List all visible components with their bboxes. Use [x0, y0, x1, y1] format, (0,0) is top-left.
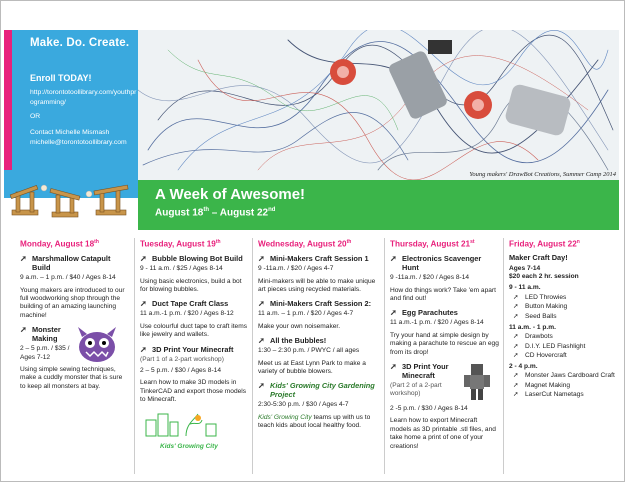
friday-ages: Ages 7-14 [509, 264, 541, 272]
minecraft-figure-icon [462, 362, 492, 402]
event-title: ➚ Mini-Makers Craft Session 1 [258, 254, 369, 264]
arrow-icon: ➚ [140, 254, 147, 264]
event-desc: Use colourful duct tape to craft items like jewelry and wallets. [140, 322, 248, 339]
arrow-icon: ➚ [513, 391, 519, 399]
event-meta: 9 -11a.m. / $20 / Ages 4-7 [258, 265, 334, 273]
event-title: ➚ Marshmallow Catapult Build [20, 254, 111, 273]
drawbot-photo [138, 30, 619, 180]
event-desc: How do things work? Take 'em apart and find out! [390, 286, 496, 302]
session-item: ➚ Seed Balls [513, 312, 557, 320]
event-meta: 11 a.m.-1 p.m. / $20 / Ages 8-14 [390, 319, 484, 327]
event-desc: Young makers are introduced to our full woodworking shop through the building of an amazing launching machine! [20, 286, 125, 319]
monday-column [20, 238, 128, 478]
week-banner [138, 180, 619, 230]
column-divider [384, 238, 385, 474]
day-heading: Tuesday, August 19th [140, 239, 221, 249]
tagline: Make. Do. Create. [30, 37, 130, 49]
event-meta: 2:30-5:30 p.m. / $30 / Ages 4-7 [258, 401, 349, 409]
event-desc: Learn how to export Minecraft models as 3D printable .stl files, and take home a print of one of your creations! [390, 417, 496, 450]
event-desc: Meet us at East Lynn Park to make a variety of bubble blowers. [258, 359, 366, 375]
day-heading: Friday, August 22$^n$ [509, 239, 580, 249]
session-item: ➚ CD Hovercraft [513, 352, 567, 360]
event-meta: 9 a.m. – 1 p.m. / $40 / Ages 8-14 [20, 274, 116, 282]
scribble-art [138, 30, 619, 180]
event-desc: Mini-makers will be able to make unique art pieces using recycled materials. [258, 277, 376, 293]
session-time: 11 a.m. - 1 p.m. [509, 323, 556, 331]
event-desc: Learn how to make 3D models in TinkerCAD and export those models to Minecraft. [140, 379, 247, 404]
column-divider [252, 238, 253, 474]
event-title: ➚ 3D Print Your Minecraft [390, 361, 449, 380]
session-item: ➚ Monster Jaws Cardboard Craft [513, 372, 615, 380]
event-meta: 11 a.m.-1 p.m. / $20 / Ages 8-12 [140, 310, 234, 318]
drawbot-robot [330, 40, 572, 137]
event-title: ➚ Bubble Blowing Bot Build [140, 254, 243, 264]
session-item: ➚ D.I.Y. LED Flashlight [513, 342, 586, 350]
arrow-icon: ➚ [140, 344, 147, 354]
arrow-icon: ➚ [513, 352, 519, 360]
event-desc: Using basic electronics, build a bot for blowing bubbles. [140, 277, 242, 293]
event-title: ➚ Mini-Makers Craft Session 2: [258, 299, 372, 309]
session-item: ➚ LED Throwies [513, 293, 567, 301]
event-desc: Make your own noisemaker. [258, 322, 341, 330]
arrow-icon: ➚ [258, 299, 265, 309]
event-desc: Try your hand at simple design by making a parachute to rescue an egg from its drop! [390, 331, 499, 356]
event-desc: Using simple sewing techniques, make a cuddly monster that is sure to keep all monsters at bay. [20, 365, 123, 390]
photo-caption: Young makers' DrawBot Creations, Summer Camp 2014 [469, 171, 616, 178]
kids-growing-city-logo [140, 410, 248, 452]
day-heading: Monday, August 18th [20, 239, 99, 249]
monster-icon [72, 325, 122, 365]
week-title: A Week of Awesome! [155, 186, 306, 203]
arrow-icon: ➚ [513, 332, 519, 340]
enroll-heading: Enroll TODAY! [30, 73, 92, 83]
info-panel [4, 30, 138, 198]
event-title: ➚ Monster Making [20, 325, 61, 344]
event-title: ➚ Electronics Scavenger Hunt [390, 254, 482, 273]
arrow-icon: ➚ [258, 336, 265, 346]
friday-price: $20 each 2 hr. session [509, 272, 579, 280]
arrow-icon: ➚ [513, 381, 519, 389]
monster-event [20, 325, 128, 366]
day-heading: Wednesday, August 20th [258, 239, 352, 249]
arrow-icon: ➚ [513, 342, 519, 350]
arrow-icon: ➚ [513, 293, 519, 301]
arrow-icon: ➚ [513, 312, 519, 320]
event-meta: 2 -5 p.m. / $30 / Ages 8-14 [390, 404, 468, 412]
column-divider [134, 238, 135, 474]
event-note: (Part 2 of a 2-part workshop) [390, 381, 442, 398]
session-item: ➚ Magnet Making [513, 381, 571, 389]
arrow-icon: ➚ [20, 254, 27, 264]
event-meta: 1:30 – 2:30 p.m. / PWYC / all ages [258, 347, 360, 355]
catapult-illustration [4, 180, 138, 232]
arrow-icon: ➚ [390, 361, 397, 371]
week-dates: August 18th – August 22nd [155, 207, 276, 219]
event-meta: 2 – 5 p.m. / $35 / Ages 7-12 [20, 345, 70, 361]
event-title: ➚ 3D Print Your Minecraft [140, 344, 234, 354]
session-time: 2 - 4 p.m. [509, 362, 538, 370]
session-item: ➚ Button Making [513, 303, 568, 311]
signup-link[interactable]: http://torontotoollibrary.com/youthprogramming/ [30, 89, 137, 106]
thursday-column [390, 238, 500, 478]
event-title: ➚ Egg Parachutes [390, 308, 458, 318]
arrow-icon: ➚ [258, 381, 265, 391]
arrow-icon: ➚ [513, 372, 519, 380]
contact-info: Contact Michelle Mismash michelle@torontotoollibrary.com [30, 129, 127, 146]
day-heading: Thursday, August 21st [390, 239, 475, 249]
minecraft-event [390, 362, 500, 402]
session-item: ➚ LaserCut Nametags [513, 391, 584, 399]
logo-text: Kids' Growing City [160, 443, 218, 451]
event-meta: 9 - 11 a.m. / $25 / Ages 8-14 [140, 265, 223, 273]
accent-stripe [4, 30, 12, 170]
session-time: 9 - 11 a.m. [509, 284, 541, 292]
event-meta: 11 a.m. – 1 p.m. / $20 / Ages 4-7 [258, 310, 354, 318]
tuesday-column [140, 238, 248, 478]
arrow-icon: ➚ [140, 299, 147, 309]
event-desc: Kids' Growing City teams up with us to teach kids about local healthy food. [258, 413, 371, 430]
friday-column [509, 238, 621, 478]
or-label: OR [30, 113, 41, 120]
arrow-icon: ➚ [258, 254, 265, 264]
event-title: ➚ All the Bubbles! [258, 336, 327, 346]
column-divider [503, 238, 504, 474]
event-note: (Part 1 of a 2-part workshop) [140, 355, 224, 363]
event-title: ➚ Kids' Growing City Gardening Project [258, 381, 375, 400]
arrow-icon: ➚ [20, 325, 27, 335]
arrow-icon: ➚ [390, 308, 397, 318]
arrow-icon: ➚ [390, 254, 397, 264]
event-title: ➚ Duct Tape Craft Class [140, 299, 229, 309]
event-meta: 9 -11a.m. / $20 / Ages 8-14 [390, 274, 470, 282]
arrow-icon: ➚ [513, 303, 519, 311]
wednesday-column [258, 238, 380, 478]
session-item: ➚ Drawbots [513, 332, 553, 340]
event-meta: 2 – 5 p.m. / $30 / Ages 8-14 [140, 366, 222, 374]
friday-title: Maker Craft Day! [509, 253, 568, 263]
